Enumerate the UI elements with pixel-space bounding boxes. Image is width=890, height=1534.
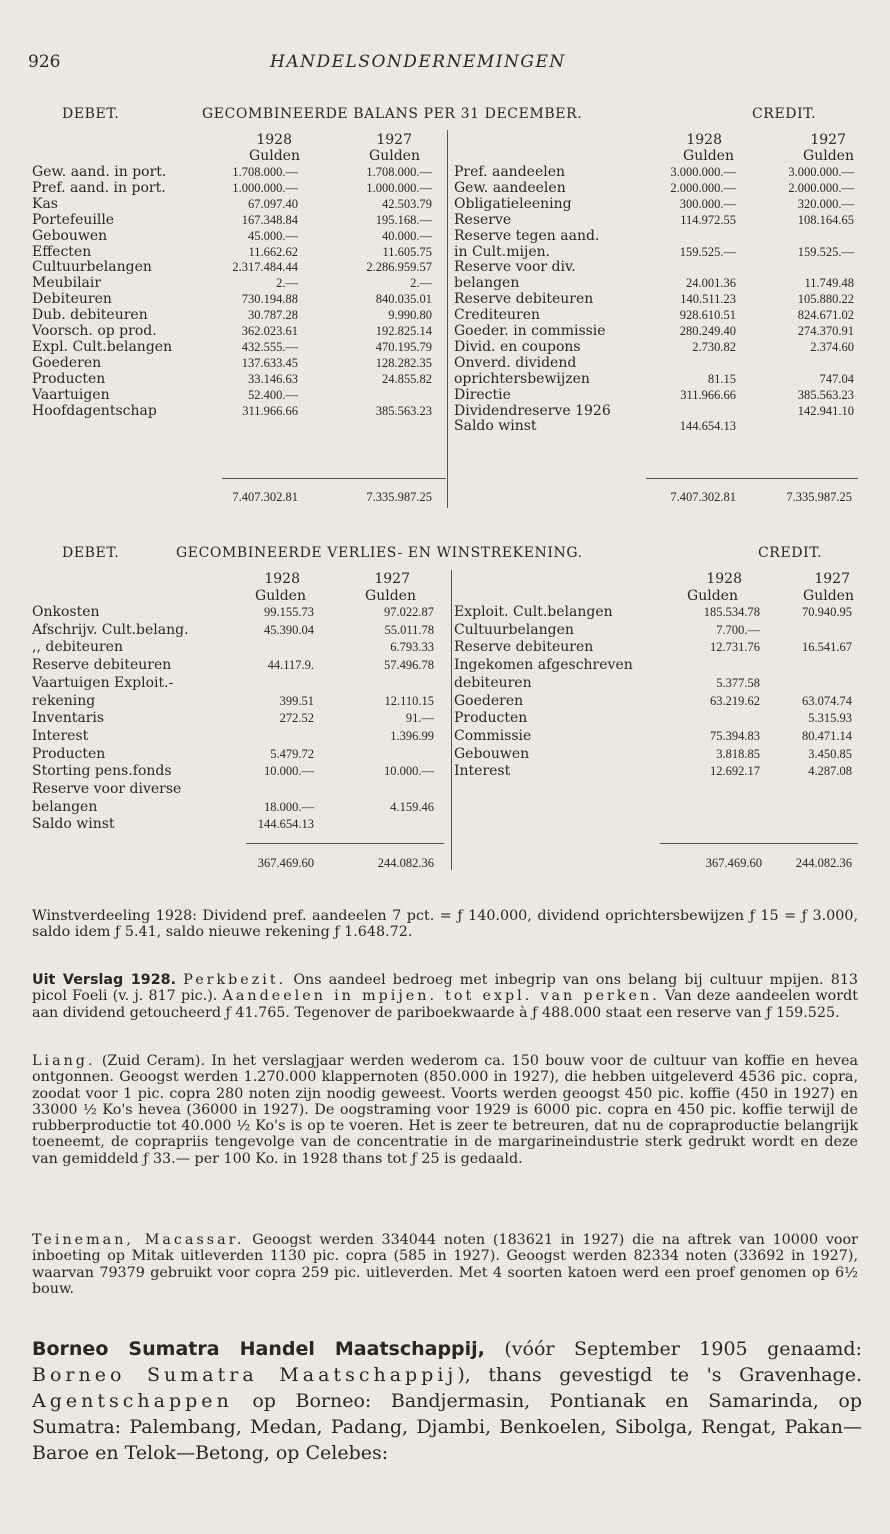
balance-credit-row [454,197,858,212]
pl-debet-row [32,800,444,815]
balance-unit-1927-right: Gulden [803,148,854,164]
balance-debet-row-label: Goederen [32,354,102,371]
balance-debet-row-1928: 45.000.— [248,228,298,243]
company-text-a: (vóór September 1905 genaamd: [484,1338,862,1360]
balance-debet-row-1927: 2.— [410,276,432,291]
balance-debet-row-label: Voorsch. op prod. [32,323,157,339]
pl-debet-row-label: belangen [32,798,98,815]
balance-year-1928-left: 1928 [256,132,292,148]
balance-debet-row [32,372,444,387]
pl-year-1927-left: 1927 [374,571,410,587]
balance-debet-row-1928: 67.097.40 [248,196,298,211]
pl-debet-row-1927: 55.011.78 [384,622,434,637]
pl-debet-row-label: Interest [32,727,89,744]
balance-debet-row-label: Hoofdagentschap [32,402,157,419]
pl-credit-row-1928: 3.818.85 [716,746,760,761]
balance-credit-row-1927: 3.000.000.— [788,165,854,179]
pl-credit-row-1928: 63.219.62 [710,693,760,708]
balance-total-credit-1927: 7.335.987.25 [786,490,852,504]
balance-credit-row-label: Onverd. dividend [454,354,577,371]
pl-credit-row-label: Interest [454,763,511,780]
balance-credit-row-1928: 159.525.— [679,244,736,259]
pl-unit-1927-left: Gulden [365,588,416,604]
balance-debet-row-1927: 42.503.79 [382,196,432,211]
balance-debet-row [32,340,444,355]
balance-debet-row-1928: 1.708.000.— [232,165,298,179]
balance-debet-row-1927: 840.035.01 [375,292,432,307]
balance-credit-row-label: belangen [454,275,520,292]
balance-credit-row [454,356,858,371]
pl-debet-row [32,764,444,779]
balance-credit-row-label: Gew. aandeelen [454,179,566,196]
pl-credit-row-label: debiteuren [454,674,532,691]
balance-total-credit-1928: 7.407.302.81 [670,490,736,504]
pl-debet-row [32,729,444,744]
balance-debet-row-1927: 1.708.000.— [366,165,432,179]
verslag-teineman [32,1232,858,1297]
pl-debet-row-1927: 10.000.— [384,764,434,779]
pl-debet-row-label: Onkosten [32,604,100,620]
balance-credit-row [454,245,858,260]
pl-credit-row [454,694,858,709]
pl-debet-row-1928: 44.117.9. [267,658,314,673]
pl-debet-label: DEBET. [62,545,120,561]
winstverdeeling-text: Winstverdeeling 1928: Dividend pref. aandeelen 7 pct. = ƒ 140.000, dividend oprichtersbewijzen ƒ 15 = ƒ 3.000, saldo idem ƒ 5.41, saldo nieuwe rekening ƒ 1.648.72. [32,908,858,941]
balance-debet-row-1927: 128.282.35 [375,355,432,370]
pl-credit-row-label: Exploit. Cult.belangen [454,604,613,620]
pl-debet-row-1928: 399.51 [279,693,314,708]
pl-total-debet-1927: 244.082.36 [377,856,434,870]
balance-debet-row [32,260,444,275]
balance-credit-row [454,260,858,275]
balance-credit-row-1928: 24.001.36 [686,276,736,291]
pl-credit-row [454,605,858,620]
balance-credit-row-1928: 81.15 [707,371,736,386]
company-entry [32,1336,862,1466]
balance-debet-row [32,308,444,323]
pl-credit-row-1928: 185.534.78 [703,605,760,619]
balance-debet-row-1927: 40.000.— [382,228,432,243]
balance-credit-row-1927: 385.563.23 [797,387,854,402]
balance-credit-row [454,276,858,291]
balance-credit-row [454,324,858,339]
balance-debet-row-1928: 52.400.— [248,387,298,402]
balance-debet-row [32,229,444,244]
pl-credit-row [454,747,858,762]
balance-credit-row-1927: 105.880.22 [797,292,854,307]
pl-credit-row-1927: 16.541.67 [802,640,852,655]
pl-credit-label: CREDIT. [758,545,823,561]
pl-credit-row [454,658,858,673]
balance-credit-label: CREDIT. [752,106,817,122]
verslag-aandeelen-label: Aandeelen in mpijen. tot expl. van perken. [222,988,660,1005]
balance-debet-row-1927: 9.990.80 [388,308,432,323]
pl-debet-row [32,623,444,638]
balance-debet-row-1928: 167.348.84 [241,212,298,227]
balance-credit-row [454,340,858,355]
pl-debet-row-label: Inventaris [32,710,105,727]
pl-credit-row [454,676,858,691]
pl-total-rule-left [246,843,444,844]
balance-credit-row [454,372,858,387]
pl-year-1928-right: 1928 [706,571,742,587]
pl-debet-row-1927: 4.159.46 [390,799,434,814]
balance-credit-row-label: Directie [454,386,511,403]
pl-debet-row-1928: 10.000.— [264,764,314,779]
pl-debet-row-label: rekening [32,692,96,709]
pl-credit-row-label: Reserve debiteuren [454,639,594,656]
verslag-perkbezit-label: Perkbezit. [183,972,287,988]
balance-debet-row-label: Meubilair [32,275,102,292]
page-number: 926 [28,52,61,72]
balance-credit-row [454,213,858,228]
balance-debet-row-1927: 470.195.79 [375,339,432,354]
balance-credit-row-1928: 928.610.51 [679,308,736,323]
balance-credit-row-label: Reserve [454,211,512,228]
pl-credit-row-1927: 80.471.14 [802,728,852,743]
pl-debet-row-1927: 57.496.78 [384,658,434,673]
balance-credit-row-label: Reserve voor div. [454,259,576,276]
balance-debet-row-label: Pref. aand. in port. [32,179,166,196]
balance-debet-row-label: Effecten [32,243,92,260]
pl-debet-row-label: Storting pens.fonds [32,763,172,780]
pl-debet-row-1928: 272.52 [279,711,314,726]
balance-debet-row [32,324,444,339]
company-name: Borneo Sumatra Handel Maatschappij, [32,1338,485,1360]
balance-credit-row-1927: 320.000.— [797,196,854,211]
balance-total-debet-1928: 7.407.302.81 [232,490,298,504]
balance-debet-row-1928: 311.966.66 [242,403,298,418]
pl-credit-row [454,640,858,655]
balance-debet-label: DEBET. [62,106,120,122]
balance-credit-row-1928: 140.511.23 [680,292,736,307]
company-text-c: op Borneo: Bandjermasin, Pontianak en Samarinda, op Sumatra: Palembang, Medan, Padang, Djambi, Benkoelen, Sibolga, Rengat, Pakan—Baroe en Telok—Betong, op Celebes: [32,1390,862,1464]
pl-credit-row [454,711,858,726]
pl-debet-row [32,658,444,673]
balance-unit-1928-left: Gulden [249,148,300,164]
pl-debet-row-1927: 91.— [405,711,434,726]
verslag-heading: Uit Verslag 1928. [32,972,177,988]
balance-credit-row-1927: 142.941.10 [797,403,854,418]
balance-year-1927-right: 1927 [810,132,846,148]
pl-credit-row-label: Ingekomen afgeschreven [454,657,633,674]
pl-credit-row-1928: 75.394.83 [710,728,760,743]
pl-debet-row-1927: 97.022.87 [384,605,434,619]
balance-debet-row-label: Kas [32,195,58,212]
balance-debet-row-label: Cultuurbelangen [32,259,152,276]
balance-debet-row-label: Dub. debiteuren [32,307,148,324]
balance-debet-row [32,245,444,260]
balance-debet-row-1928: 11.662.62 [248,244,298,259]
balance-debet-row-1928: 362.023.61 [241,324,298,338]
balance-credit-row-1927: 274.370.91 [797,324,854,338]
pl-debet-row-1928: 144.654.13 [257,817,314,832]
running-title: HANDELSONDERNEMINGEN [270,52,566,72]
balance-credit-row-label: Divid. en coupons [454,338,581,355]
pl-credit-row-label: Goederen [454,692,524,709]
balance-credit-row [454,404,858,419]
pl-debet-row-label: Reserve voor diverse [32,781,182,797]
balance-credit-row-label: Crediteuren [454,307,541,324]
balance-total-debet-1927: 7.335.987.25 [366,490,432,504]
balance-divider [447,130,448,508]
pl-debet-row-1928: 18.000.— [264,799,314,814]
pl-total-credit-1928: 367.469.60 [705,856,762,870]
balance-credit-row-label: Obligatieleening [454,195,572,212]
pl-debet-row-1927: 12.110.15 [384,693,434,708]
balance-credit-row [454,308,858,323]
balance-debet-row-1928: 137.633.45 [241,355,298,370]
balance-debet-row-1927: 24.855.82 [382,371,432,386]
balance-credit-row-label: Saldo winst [454,418,537,435]
balance-debet-row-1927: 192.825.14 [375,324,432,338]
balance-debet-row-label: Portefeuille [32,211,115,228]
pl-unit-1927-right: Gulden [803,588,854,604]
pl-credit-row-1928: 12.731.76 [710,640,760,655]
pl-divider [451,570,452,870]
pl-debet-row [32,605,444,620]
balance-total-rule-right [646,478,858,479]
verslag-liang [32,1053,858,1167]
pl-unit-1928-left: Gulden [255,588,306,604]
balance-debet-row [32,276,444,291]
pl-credit-row-label: Gebouwen [454,745,530,762]
verslag-teineman-text: Geoogst werden 334044 noten (183621 in 1927) die na aftrek van 10000 voor inboeting op Mitak uitleverden 1130 pic. copra (585 in 1927). Geoogst werden 82334 noten (33692 in 1927), waarvan 79379 gebruikt voor copra 259 pic. uitleverden. Met 4 soorten katoen werd een proef genomen op 6½ bouw. [32,1232,858,1297]
balance-debet-row-1927: 195.168.— [375,212,432,227]
pl-total-credit-1927: 244.082.36 [795,856,852,870]
pl-debet-row-label: Vaartuigen Exploit.- [32,674,174,691]
balance-debet-row [32,356,444,371]
balance-year-1928-right: 1928 [686,132,722,148]
pl-credit-row-1927: 3.450.85 [808,746,852,761]
pl-debet-row-label: Saldo winst [32,816,115,833]
pl-credit-row-label: Commissie [454,727,532,744]
balance-debet-row-1928: 2.— [276,276,298,291]
pl-unit-1928-right: Gulden [687,588,738,604]
balance-credit-row [454,388,858,403]
pl-total-rule-right [660,843,858,844]
balance-credit-row-1927: 11.749.48 [804,276,854,291]
company-agents-label: Agentschappen [32,1390,233,1412]
pl-debet-row-1927: 1.396.99 [390,728,434,743]
balance-debet-row-1928: 2.317.484.44 [232,260,298,275]
balance-debet-row [32,404,444,419]
pl-credit-row-1927: 70.940.95 [802,605,852,619]
balance-title: GECOMBINEERDE BALANS PER 31 DECEMBER. [202,106,583,122]
balance-year-1927-left: 1927 [376,132,412,148]
balance-debet-row-1928: 730.194.88 [241,292,298,307]
balance-debet-row-1927: 2.286.959.57 [366,260,432,275]
balance-debet-row-label: Vaartuigen [32,386,110,403]
balance-debet-row-1928: 1.000.000.— [232,180,298,195]
pl-debet-row [32,817,444,832]
pl-credit-row-1928: 5.377.58 [716,675,760,690]
pl-debet-row [32,676,444,691]
pl-year-1927-right: 1927 [814,571,850,587]
verslag-teineman-label: Teineman, Macassar. [32,1232,245,1248]
balance-credit-row-1928: 2.730.82 [692,339,736,354]
balance-credit-row [454,181,858,196]
balance-debet-row-1927: 11.605.75 [382,244,432,259]
pl-debet-row [32,747,444,762]
pl-credit-row-1927: 63.074.74 [802,693,852,708]
balance-debet-row-1928: 30.787.28 [248,308,298,323]
balance-credit-row-1928: 3.000.000.— [670,165,736,179]
pl-credit-row-label: Cultuurbelangen [454,621,574,638]
balance-credit-row-label: Goeder. in commissie [454,323,606,339]
verslag-aandeelen-text: Van deze aandeelen wordt aan dividend getoucheerd ƒ 41.765. Tegenover de pariboekwaarde à ƒ 488.000 staat een reserve van ƒ 159.525. [32,988,858,1021]
pl-debet-row-label: Reserve debiteuren [32,657,172,674]
balance-debet-row-1927: 385.563.23 [375,403,432,418]
balance-credit-row [454,165,858,180]
pl-credit-row-label: Producten [454,710,528,727]
pl-debet-row-1927: 6.793.33 [390,640,434,655]
balance-debet-row-1928: 33.146.63 [248,371,298,386]
balance-credit-row-label: Reserve tegen aand. [454,227,600,244]
balance-credit-row-1928: 2.000.000.— [670,180,736,195]
verslag-perkbezit [32,972,858,1021]
pl-debet-row-1928: 99.155.73 [264,605,314,619]
company-old-name: Borneo Sumatra Maatschappij [32,1364,458,1386]
balance-credit-row-1927: 159.525.— [797,244,854,259]
pl-credit-row-1928: 7.700.— [716,622,760,637]
pl-debet-row [32,782,444,797]
verslag-perkbezit-text: Ons aandeel bedroeg met inbegrip van ons belang bij cultuur mpijen. 813 picol Foeli (v. j. 817 pic.). [32,972,859,1005]
balance-credit-row-1927: 2.000.000.— [788,180,854,195]
balance-credit-row-1928: 311.966.66 [680,387,736,402]
pl-debet-row-label: Producten [32,745,106,762]
balance-debet-row [32,388,444,403]
pl-debet-row [32,711,444,726]
balance-debet-row-label: Expl. Cult.belangen [32,338,173,355]
pl-credit-row-1927: 5.315.93 [808,711,852,726]
balance-debet-row-label: Debiteuren [32,291,112,308]
balance-credit-row-label: oprichtersbewijzen [454,370,590,387]
balance-credit-row-1928: 280.249.40 [679,324,736,338]
verslag-liang-text: (Zuid Ceram). In het verslagjaar werden wederom ca. 150 bouw voor de cultuur van koffie en hevea ontgonnen. Geoogst werden 1.270.000 klappernoten (850.000 in 1927), die hebben uitgeleverd 4536 pic. copra, zoodat voor 1 pic. copra 280 noten zijn noodig geweest. Voorts werden geoogst 450 pic. koffie (450 in 1927) en 33000 ½ Ko's hevea (36000 in 1927). De oogstraming voor 1929 is 6000 pic. copra en 450 pic. koffie terwijl de rubberproductie tot 40.000 ½ Ko's is op te voeren. Het is zeer te betreuren, dat nu de copraproductie belangrijk toeneemt, de coprapriis tengevolge van de concentratie in de margarineindustrie sterk gedrukt wordt en deze van gemiddeld ƒ 33.— per 100 Ko. in 1928 thans tot ƒ 25 is gedaald. [32,1053,858,1167]
pl-year-1928-left: 1928 [264,571,300,587]
balance-debet-row [32,213,444,228]
balance-debet-row-label: Producten [32,370,106,387]
pl-debet-row-label: Afschrijv. Cult.belang. [32,621,189,638]
balance-debet-row-1928: 432.555.— [241,339,298,354]
balance-debet-row-1927: 1.000.000.— [366,180,432,195]
balance-credit-row-label: Pref. aandeelen [454,164,566,180]
verslag-liang-label: Liang. [32,1053,96,1069]
balance-unit-1928-right: Gulden [683,148,734,164]
pl-debet-row [32,694,444,709]
pl-credit-row-1927: 4.287.08 [808,764,852,779]
pl-debet-row-1928: 45.390.04 [264,622,314,637]
balance-credit-row [454,229,858,244]
pl-title: GECOMBINEERDE VERLIES- EN WINSTREKENING. [176,545,583,561]
balance-unit-1927-left: Gulden [369,148,420,164]
pl-credit-row-1928: 12.692.17 [710,764,760,779]
balance-credit-row-1928: 300.000.— [679,196,736,211]
balance-credit-row-label: Reserve debiteuren [454,291,594,308]
pl-debet-row-1928: 5.479.72 [270,746,314,761]
balance-credit-row-1927: 747.04 [819,371,854,386]
company-text-b: ), thans gevestigd te 's Gravenhage. [457,1364,862,1386]
pl-debet-row [32,640,444,655]
balance-credit-row-label: in Cult.mijen. [454,243,551,260]
pl-credit-row [454,729,858,744]
pl-credit-row [454,623,858,638]
balance-credit-row-1928: 144.654.13 [679,419,736,434]
balance-debet-row-label: Gebouwen [32,227,108,244]
balance-credit-row [454,292,858,307]
balance-debet-row [32,181,444,196]
pl-debet-row-label: ,, debiteuren [32,639,123,656]
pl-credit-row [454,764,858,779]
balance-debet-row [32,197,444,212]
balance-credit-row-1928: 114.972.55 [680,212,736,227]
balance-credit-row-1927: 2.374.60 [810,339,854,354]
balance-debet-row [32,165,444,180]
balance-credit-row-label: Dividendreserve 1926 [454,402,611,419]
balance-total-rule-left [222,478,446,479]
balance-debet-row [32,292,444,307]
balance-debet-row-label: Gew. aand. in port. [32,164,167,180]
pl-total-debet-1928: 367.469.60 [257,856,314,870]
balance-credit-row-1927: 108.164.65 [797,212,854,227]
balance-credit-row-1927: 824.671.02 [797,308,854,323]
balance-credit-row [454,419,858,434]
